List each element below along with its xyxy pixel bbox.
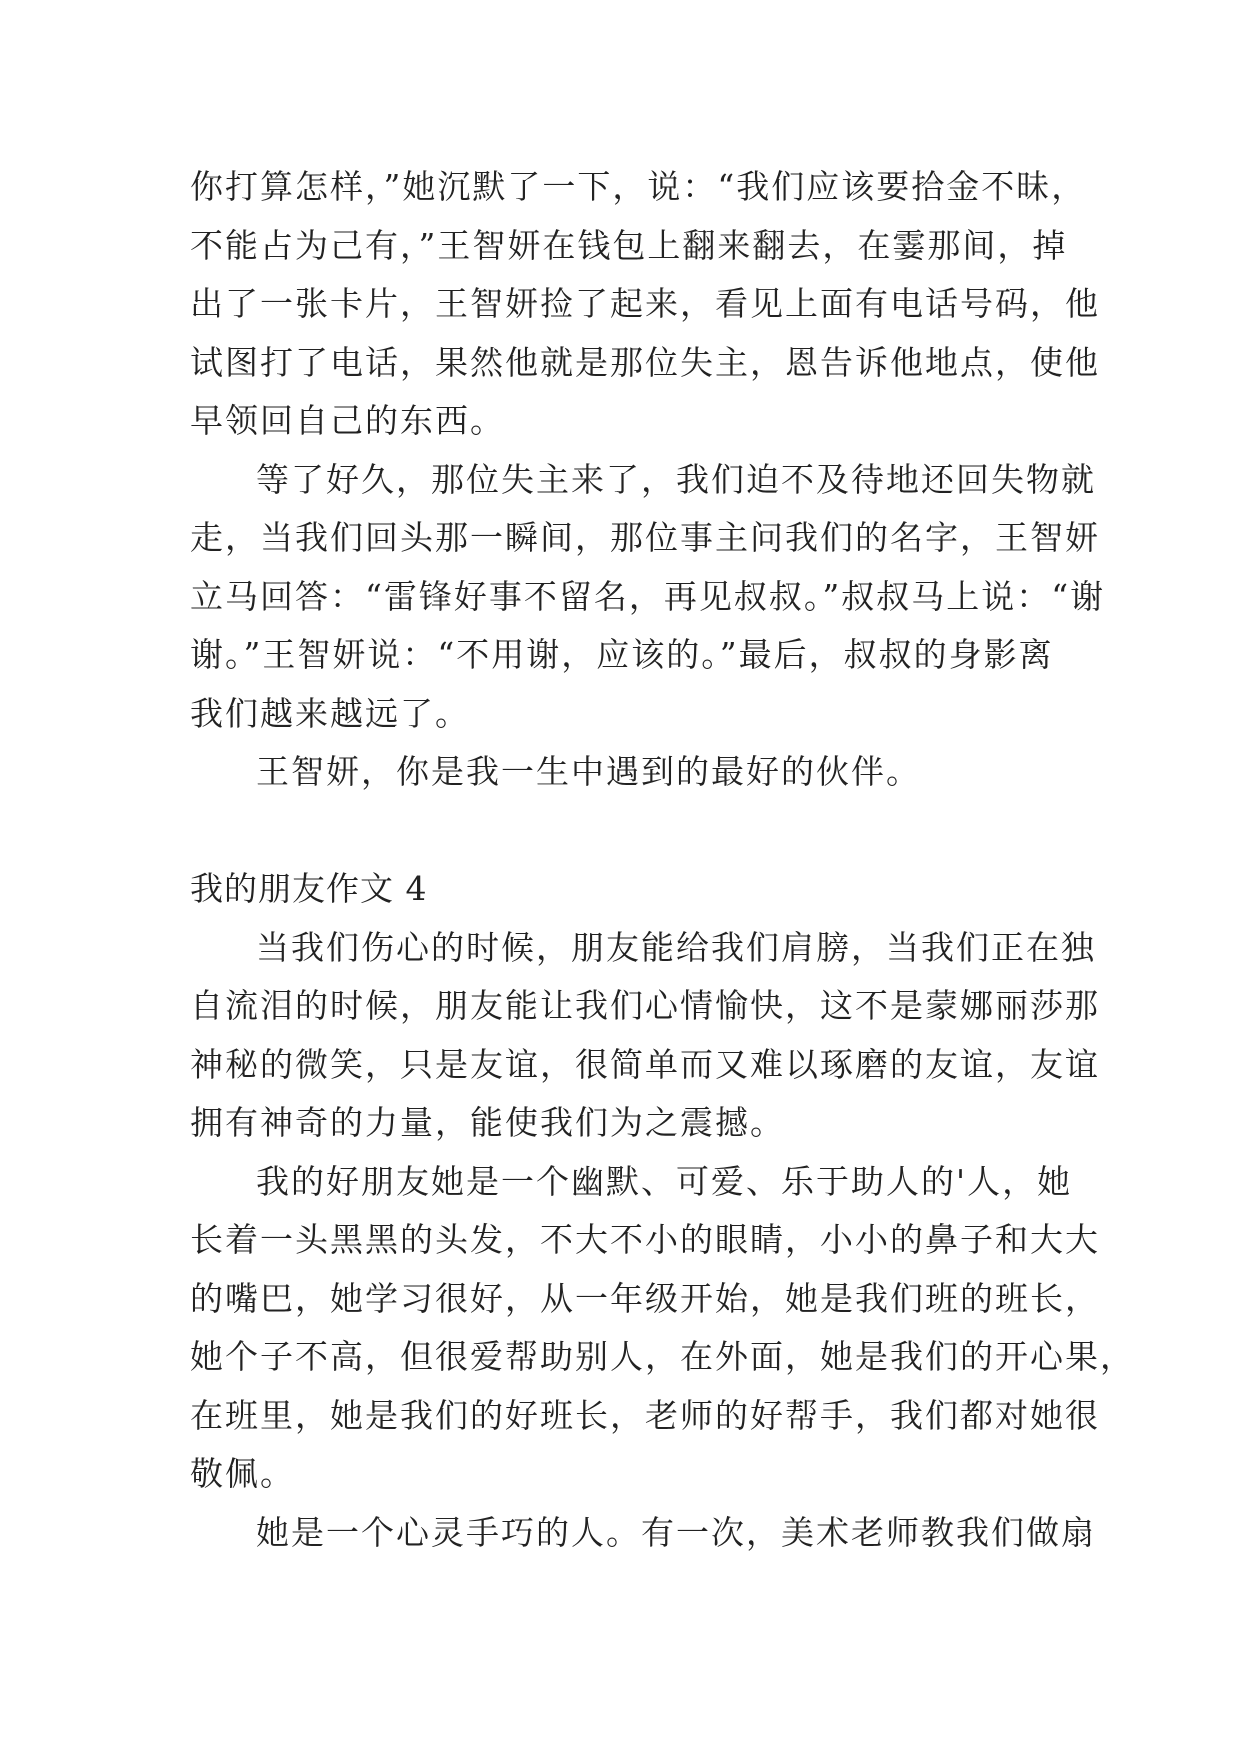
paragraph (190, 743, 1050, 802)
text-line: 长着一头黑黑的头发，不大不小的眼睛，小小的鼻子和大大 (190, 1220, 1100, 1259)
text-line: 当我们伤心的时候，朋友能给我们肩膀，当我们正在独 (256, 927, 1096, 967)
blank-line (190, 802, 1050, 861)
text-line: 你打算怎样，”她沉默了一下，说：“我们应该要拾金不昧， (190, 167, 1087, 206)
paragraph (190, 1504, 1096, 1563)
text-line: 她个子不高，但很爱帮助别人，在外面，她是我们的开心果， (190, 1337, 1135, 1376)
text-line: 出了一张卡片，王智妍捡了起来，看见上面有电话号码，他 (190, 284, 1100, 323)
text-line: 我们越来越远了。 (190, 693, 470, 733)
paragraph (190, 451, 1106, 744)
text-line: 她是一个心灵手巧的人。有一次，美术老师教我们做扇 (256, 1512, 1096, 1552)
text-line: 走，当我们回头那一瞬间，那位事主问我们的名字，王智妍 (190, 518, 1100, 557)
text-line: 神秘的微笑，只是友谊，很简单而又难以琢磨的友谊，友谊 (190, 1044, 1100, 1084)
text-line: 王智妍，你是我一生中遇到的最好的伙伴。 (256, 752, 921, 791)
paragraph (190, 158, 1100, 451)
text-line: 在班里，她是我们的好班长，老师的好帮手，我们都对她很 (190, 1395, 1100, 1435)
text-line: 我的好朋友她是一个幽默、可爱、乐于助人的'人，她 (256, 1161, 1073, 1201)
section-title: 我的朋友作文 4 (190, 869, 428, 908)
text-line: 的嘴巴，她学习很好，从一年级开始，她是我们班的班长， (190, 1278, 1100, 1318)
text-line: 不能占为己有，”王智妍在钱包上翻来翻去，在霎那间，掉 (190, 225, 1068, 265)
text-line: 立马回答：“雷锋好事不留名，再见叔叔。”叔叔马上说：“谢 (190, 576, 1106, 616)
text-line: 拥有神奇的力量，能使我们为之震撼。 (190, 1103, 785, 1142)
text-line: 试图打了电话，果然他就是那位失主，恩告诉他地点，使他 (190, 342, 1100, 382)
document-body (190, 158, 1135, 1562)
paragraph (190, 1153, 1135, 1504)
text-line: 等了好久，那位失主来了，我们迫不及待地还回失物就 (256, 459, 1096, 499)
text-line: 敬佩。 (190, 1454, 295, 1493)
text-line: 自流泪的时候，朋友能让我们心情愉快，这不是蒙娜丽莎那 (190, 986, 1100, 1025)
text-line: 早领回自己的东西。 (190, 401, 505, 440)
paragraph (190, 919, 1100, 1153)
text-line: 谢。”王智妍说：“不用谢，应该的。”最后，叔叔的身影离 (190, 635, 1054, 674)
